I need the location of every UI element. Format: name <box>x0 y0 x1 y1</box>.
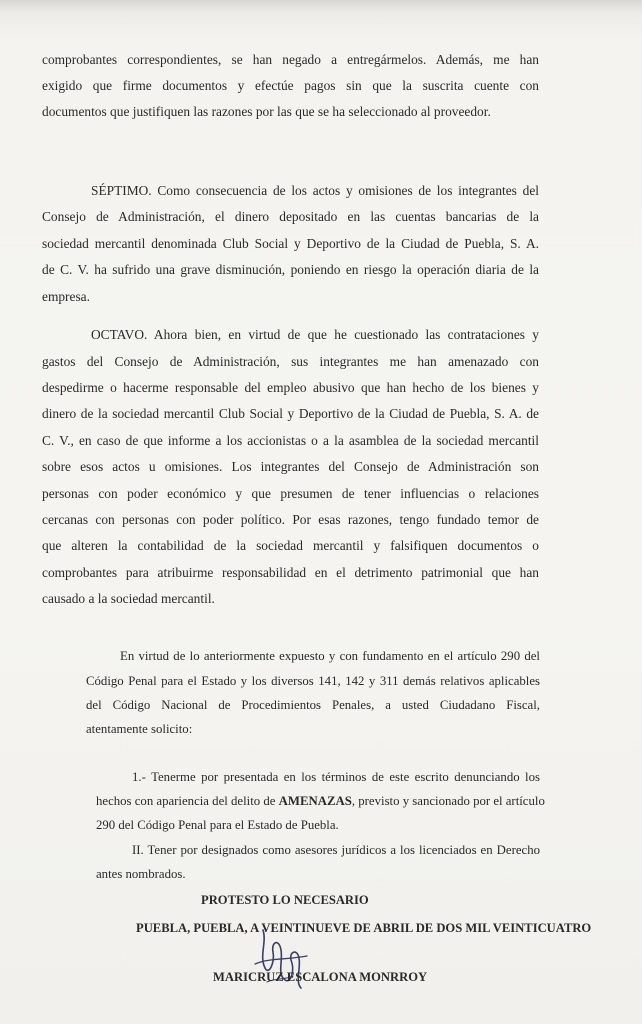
text-line: C. V., en caso de que informe a los accionistas o a la asamblea de la sociedad mercantil <box>42 433 539 448</box>
crime-name: AMENAZAS <box>278 794 352 808</box>
text-line: que alteren la contabilidad de la sociedad mercantil y falsifiquen documentos o <box>42 538 539 553</box>
text-line: SÉPTIMO. Como consecuencia de los actos y omisiones de los integrantes del <box>91 183 539 198</box>
protesto-line: PROTESTO LO NECESARIO <box>201 893 369 907</box>
text-line: despedirme o hacerme responsable del empleo abusivo que han hecho de los bienes y <box>42 380 539 395</box>
text-line: sociedad mercantil denominada Club Social y Deportivo de la Ciudad de Puebla, S. A. <box>42 236 539 251</box>
text-line: gastos del Consejo de Administración, sus integrantes me han amenazado con <box>42 354 539 369</box>
text-line: documentos que justifiquen las razones por las que se ha seleccionado al proveedor. <box>42 104 491 119</box>
text-line: cercanas con personas con poder político. Por esas razones, tengo fundado temor de <box>42 512 539 527</box>
text-line: 1.- Tenerme por presentada en los términos de este escrito denunciando los <box>132 770 540 784</box>
text-line: de C. V. ha sufrido una grave disminución, poniendo en riesgo la operación diaria de la <box>42 262 539 277</box>
text-line: dinero de la sociedad mercantil Club Social y Deportivo de la Ciudad de Puebla, S. A. de <box>42 406 539 421</box>
text-line: OCTAVO. Ahora bien, en virtud de que he cuestionado las contrataciones y <box>91 327 539 342</box>
text-run: hechos con apariencia del delito de <box>96 794 279 808</box>
signer-name: MARICRUZ ESCALONA MONRROY <box>213 970 428 984</box>
text-run: , previsto y sancionado por el artículo <box>351 794 545 808</box>
text-line: exigido que firme documentos y efectúe pagos sin que la suscrita cuente con <box>42 78 539 93</box>
text-line: comprobantes correspondientes, se han negado a entregármelos. Además, me han <box>42 52 539 67</box>
text-line: causado a la sociedad mercantil. <box>42 591 215 606</box>
text-line: antes nombrados. <box>96 867 186 881</box>
text-line: comprobantes para atribuirme responsabilidad en el detrimento patrimonial que han <box>42 565 539 580</box>
text-line: II. Tener por designados como asesores jurídicos a los licenciados en Derecho <box>132 843 540 857</box>
text-line: personas con poder económico y que presumen de tener influencias o relaciones <box>42 486 539 501</box>
text-line: del Código Nacional de Procedimientos Penales, a usted Ciudadano Fiscal, <box>86 698 540 712</box>
text-line: En virtud de lo anteriormente expuesto y con fundamento en el artículo 290 del <box>120 649 540 663</box>
scan-top-edge <box>0 0 642 14</box>
text-line: empresa. <box>42 289 90 304</box>
place-date-line: PUEBLA, PUEBLA, A VEINTINUEVE DE ABRIL DE DOS MIL VEINTICUATRO <box>136 921 592 935</box>
text-line: Código Penal para el Estado y los diversos 141, 142 y 311 demás relativos aplicables <box>86 674 540 688</box>
text-line <box>96 793 545 809</box>
text-line: atentamente solicito: <box>86 722 193 736</box>
text-line: sobre esos actos u omisiones. Los integrantes del Consejo de Administración son <box>42 459 539 474</box>
text-line: Consejo de Administración, el dinero depositado en las cuentas bancarias de la <box>42 209 539 224</box>
text-line: 290 del Código Penal para el Estado de Puebla. <box>96 818 339 832</box>
